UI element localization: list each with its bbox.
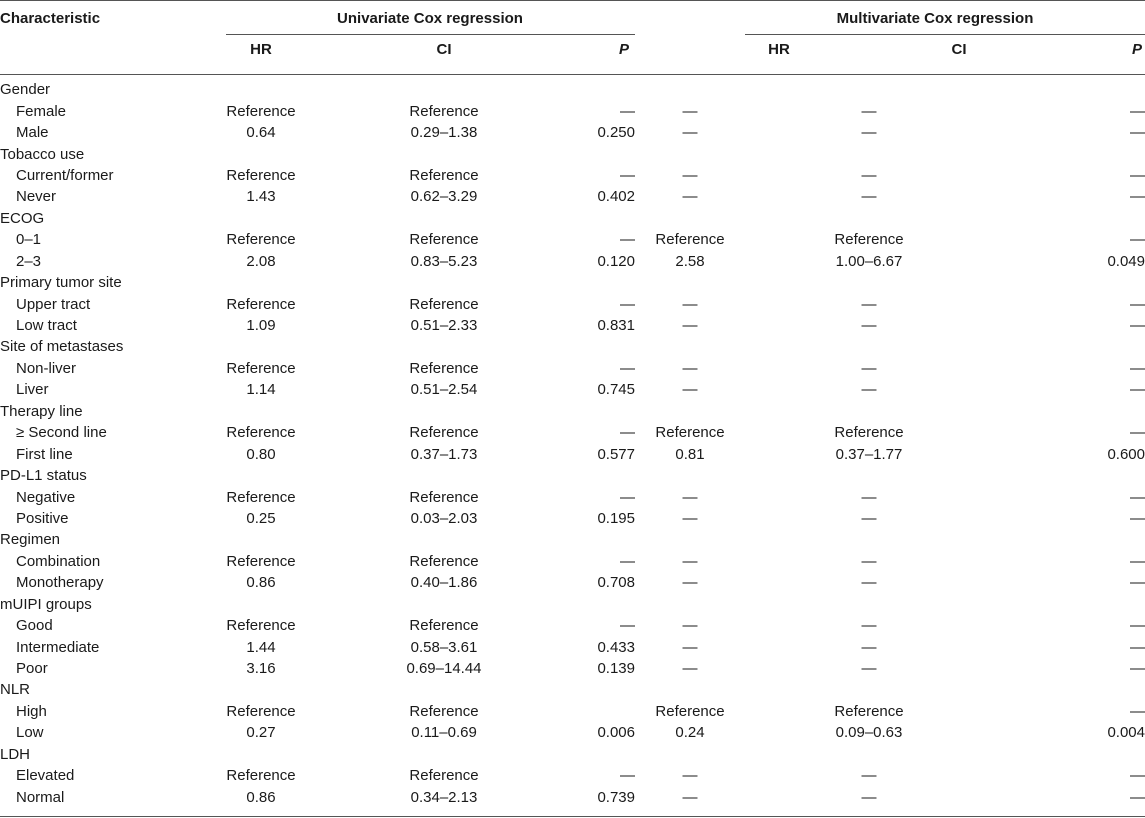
multivariate-hr-cell: Reference [655,231,725,249]
multivariate-hr-cell: Reference [655,424,725,442]
row-label: Intermediate [16,638,100,656]
univariate-hr-cell: Reference [226,359,296,377]
univariate-p-cell: — [620,231,635,249]
univariate-p-cell: — [620,359,635,377]
table-row [0,508,1145,529]
univariate-p-cell [562,594,635,615]
univariate-ci-cell: Reference [409,702,479,720]
multivariate-ci-cell: — [861,617,877,635]
univariate-p-cell: — [620,424,635,442]
multivariate-hr-cell [635,401,745,422]
univariate-hr-cell: 3.16 [246,660,276,678]
multivariate-ci-cell: 1.00–6.67 [835,252,903,270]
multivariate-p-cell: 0.004 [1107,724,1145,742]
multivariate-hr-cell: — [682,188,698,206]
table-row [0,636,1145,657]
multivariate-hr-cell: — [682,295,698,313]
table-top-rule [0,0,1145,1]
row-label: Combination [16,552,101,570]
group-label: ECOG [0,209,45,227]
group-row [0,594,1145,615]
multivariate-ci-cell: — [861,574,877,592]
multivariate-p-cell: 0.600 [1107,445,1145,463]
multivariate-ci-cell: — [861,509,877,527]
univariate-hr-cell: Reference [226,767,296,785]
multivariate-hr-cell: — [682,617,698,635]
row-label: Upper tract [16,295,91,313]
univariate-ci-cell: 0.51–2.54 [410,381,478,399]
univariate-hr-cell: 0.25 [246,509,276,527]
multivariate-p-cell [993,465,1145,486]
row-label: Current/former [16,166,114,184]
univariate-p-cell [562,679,635,700]
row-label: Normal [16,788,65,806]
univariate-hr-cell: 1.14 [246,381,276,399]
univariate-ci-cell: 0.34–2.13 [410,788,478,806]
row-label: 2–3 [16,252,42,270]
univariate-ci-cell: Reference [409,488,479,506]
multivariate-ci-cell: 0.37–1.77 [835,445,903,463]
univariate-p-cell [562,143,635,164]
multivariate-p-cell: — [1130,317,1145,335]
multivariate-p-cell: — [1130,381,1145,399]
table-row [0,379,1145,400]
multivariate-ci-cell: — [861,488,877,506]
multivariate-hr-cell: — [682,788,698,806]
univariate-p-cell [562,336,635,357]
group-row [0,143,1145,164]
row-label: First line [16,445,73,463]
univariate-p-cell: 0.402 [597,188,635,206]
univariate-hr-cell: 0.80 [246,445,276,463]
characteristic-header: Characteristic [0,10,101,27]
multivariate-hr-cell: Reference [655,702,725,720]
group-label: Therapy line [0,402,83,420]
multivariate-hr-cell: — [682,317,698,335]
univariate-hr-cell [196,679,326,700]
univariate-hr-cell: 1.43 [246,188,276,206]
univariate-p-cell [562,465,635,486]
multivariate-p-cell [993,744,1145,765]
row-label: Elevated [16,767,75,785]
multivariate-ci-cell [745,336,993,357]
multivariate-p-cell: — [1130,574,1145,592]
group-row [0,79,1145,100]
group-label: mUIPI groups [0,595,92,613]
multivariate-group-rule [745,34,1145,35]
univariate-p-cell: 0.195 [597,509,635,527]
univariate-hr-cell [196,744,326,765]
row-label: Liver [16,381,49,399]
multivariate-p-cell [993,208,1145,229]
univariate-hr-cell [196,594,326,615]
multivariate-p-cell: — [1130,359,1145,377]
multivariate-p-cell: — [1130,488,1145,506]
multivariate-ci-cell [745,79,993,100]
multivariate-hr-cell: — [682,488,698,506]
univariate-p-cell [562,272,635,293]
multivariate-p-cell: — [1130,231,1145,249]
univariate-ci-cell [326,208,562,229]
row-label: Low [16,724,44,742]
row-label: Non-liver [16,359,77,377]
multivariate-p-cell [993,272,1145,293]
univariate-ci-cell: 0.11–0.69 [411,724,477,742]
multivariate-ci-cell: — [861,124,877,142]
multivariate-ci-cell: — [861,295,877,313]
univariate-hr-cell [196,465,326,486]
multivariate-hr-cell [635,208,745,229]
univariate-hr-cell: 0.86 [246,788,276,806]
univariate-p-cell: 0.831 [597,317,635,335]
univariate-ci-cell [326,79,562,100]
univariate-p-cell: 0.433 [597,638,635,656]
univariate-hr-cell: Reference [226,552,296,570]
group-row [0,401,1145,422]
multivariate-ci-cell [745,208,993,229]
table-row [0,765,1145,786]
multivariate-ci-cell: — [861,788,877,806]
multivariate-header: Multivariate Cox regression [836,10,1034,27]
multivariate-ci-header: CI [951,41,967,58]
multivariate-ci-cell [745,143,993,164]
univariate-hr-cell: Reference [226,102,296,120]
univariate-ci-cell: Reference [409,617,479,635]
group-row [0,465,1145,486]
multivariate-p-cell: — [1130,552,1145,570]
univariate-hr-cell: 0.64 [246,124,276,142]
multivariate-ci-cell: — [861,660,877,678]
group-row [0,272,1145,293]
univariate-p-cell: 0.577 [597,445,635,463]
multivariate-hr-cell: — [682,660,698,678]
multivariate-hr-cell [635,529,745,550]
multivariate-hr-cell [635,79,745,100]
univariate-p-cell: 0.139 [597,660,635,678]
multivariate-hr-cell [635,465,745,486]
multivariate-p-cell: — [1130,124,1145,142]
univariate-ci-cell: 0.83–5.23 [410,252,478,270]
univariate-ci-cell: Reference [409,424,479,442]
univariate-p-cell: — [620,488,635,506]
univariate-hr-cell: 2.08 [246,252,276,270]
multivariate-ci-cell: — [861,552,877,570]
univariate-p-cell [562,401,635,422]
multivariate-ci-cell [745,465,993,486]
table-row [0,315,1145,336]
univariate-group-rule [226,34,635,35]
univariate-ci-cell [326,143,562,164]
univariate-ci-cell [326,679,562,700]
univariate-hr-cell [196,272,326,293]
multivariate-ci-cell: — [861,102,877,120]
table-row [0,251,1145,272]
table-row [0,100,1145,121]
table-row [0,165,1145,186]
table-row [0,722,1145,743]
row-label: Good [16,617,53,635]
multivariate-hr-cell: 0.24 [675,724,705,742]
univariate-ci-cell: Reference [409,102,479,120]
multivariate-p-cell: — [1130,424,1145,442]
univariate-header: Univariate Cox regression [337,10,523,27]
multivariate-p-cell [993,594,1145,615]
multivariate-p-header: P [1131,41,1142,58]
multivariate-hr-cell: 0.81 [675,445,705,463]
multivariate-hr-cell [635,744,745,765]
univariate-ci-cell: 0.51–2.33 [410,317,478,335]
group-label: Tobacco use [0,145,85,163]
univariate-ci-cell [326,272,562,293]
table-row [0,358,1145,379]
multivariate-hr-cell: — [682,509,698,527]
multivariate-hr-cell: — [682,552,698,570]
multivariate-ci-cell: — [861,188,877,206]
univariate-hr-cell: Reference [226,424,296,442]
table-row [0,658,1145,679]
univariate-ci-cell: Reference [409,552,479,570]
univariate-hr-cell: 1.09 [246,317,276,335]
univariate-ci-cell: Reference [409,166,479,184]
multivariate-ci-cell: Reference [834,702,904,720]
multivariate-p-cell: — [1130,788,1145,806]
multivariate-hr-cell: — [682,574,698,592]
multivariate-p-cell: 0.049 [1107,252,1145,270]
univariate-hr-cell: Reference [226,295,296,313]
row-label: Negative [16,488,76,506]
univariate-p-cell: 0.739 [597,788,635,806]
univariate-hr-cell: Reference [226,166,296,184]
group-row [0,744,1145,765]
row-label: Female [16,102,67,120]
univariate-hr-cell: Reference [226,488,296,506]
univariate-hr-cell: 1.44 [246,638,276,656]
univariate-p-cell: — [620,102,635,120]
multivariate-hr-cell [635,679,745,700]
multivariate-p-cell [993,79,1145,100]
row-label: Poor [16,660,48,678]
row-label: Male [16,124,49,142]
table-row [0,122,1145,143]
multivariate-p-cell [993,336,1145,357]
multivariate-p-cell: — [1130,702,1145,720]
multivariate-hr-cell: 2.58 [675,252,705,270]
multivariate-ci-cell: 0.09–0.63 [835,724,903,742]
multivariate-p-cell: — [1130,767,1145,785]
table-row [0,551,1145,572]
univariate-p-cell [562,529,635,550]
table-row [0,701,1145,722]
multivariate-p-cell: — [1130,509,1145,527]
group-label: Gender [0,81,51,99]
group-row [0,529,1145,550]
univariate-ci-cell [326,336,562,357]
univariate-hr-cell [196,143,326,164]
univariate-p-cell: 0.120 [597,252,635,270]
multivariate-ci-cell [745,529,993,550]
row-label: 0–1 [16,231,42,249]
univariate-hr-cell: 0.27 [246,724,276,742]
univariate-ci-cell: 0.03–2.03 [410,509,478,527]
multivariate-hr-cell: — [682,767,698,785]
multivariate-ci-cell: — [861,638,877,656]
multivariate-ci-cell [745,744,993,765]
multivariate-p-cell [993,529,1145,550]
univariate-p-header: P [618,41,629,58]
group-label: LDH [0,745,31,763]
multivariate-p-cell: — [1130,295,1145,313]
multivariate-p-cell [993,679,1145,700]
multivariate-ci-cell: — [861,317,877,335]
univariate-p-cell: — [620,295,635,313]
multivariate-ci-cell: — [861,359,877,377]
row-label: ≥ Second line [16,424,107,442]
multivariate-p-cell: — [1130,660,1145,678]
multivariate-ci-cell [745,272,993,293]
univariate-ci-cell: Reference [409,231,479,249]
univariate-ci-cell [326,594,562,615]
univariate-p-cell: 0.708 [597,574,635,592]
multivariate-ci-cell: — [861,767,877,785]
row-label: Monotherapy [16,574,104,592]
univariate-p-cell: 0.250 [597,124,635,142]
multivariate-hr-cell [635,272,745,293]
multivariate-hr-cell: — [682,359,698,377]
univariate-hr-cell: 0.86 [246,574,276,592]
table-row [0,786,1145,807]
univariate-p-cell: — [620,767,635,785]
univariate-ci-cell: 0.62–3.29 [410,188,478,206]
univariate-ci-cell: 0.29–1.38 [410,124,478,142]
univariate-ci-cell: Reference [409,359,479,377]
univariate-hr-cell [196,401,326,422]
multivariate-p-cell: — [1130,638,1145,656]
group-row [0,679,1145,700]
multivariate-hr-cell: — [682,102,698,120]
univariate-p-cell [562,701,635,722]
table-bottom-rule [0,816,1145,817]
table-row [0,186,1145,207]
univariate-ci-cell [326,744,562,765]
multivariate-hr-cell [635,336,745,357]
univariate-hr-cell: Reference [226,617,296,635]
univariate-ci-cell: 0.69–14.44 [406,660,482,678]
row-label: Positive [16,509,69,527]
univariate-ci-cell: 0.37–1.73 [410,445,478,463]
univariate-hr-header: HR [250,41,272,58]
univariate-p-cell: — [620,617,635,635]
header-bottom-rule [0,74,1145,75]
multivariate-ci-cell [745,679,993,700]
group-label: Primary tumor site [0,274,122,292]
univariate-hr-cell [196,529,326,550]
univariate-ci-header: CI [436,41,452,58]
data-table [0,79,1145,808]
multivariate-hr-cell: — [682,638,698,656]
multivariate-p-cell: — [1130,166,1145,184]
univariate-p-cell [562,744,635,765]
univariate-p-cell: — [620,166,635,184]
univariate-p-cell: — [620,552,635,570]
univariate-hr-cell [196,79,326,100]
univariate-ci-cell [326,529,562,550]
univariate-p-cell: 0.006 [597,724,635,742]
table-row [0,615,1145,636]
table-row [0,293,1145,314]
group-label: Site of metastases [0,338,124,356]
multivariate-ci-cell [745,594,993,615]
group-row [0,208,1145,229]
multivariate-p-cell [993,401,1145,422]
multivariate-ci-cell: — [861,381,877,399]
table-row [0,229,1145,250]
univariate-hr-cell [196,208,326,229]
multivariate-hr-cell: — [682,166,698,184]
multivariate-hr-cell: — [682,124,698,142]
multivariate-p-cell: — [1130,102,1145,120]
multivariate-hr-cell [635,143,745,164]
multivariate-p-cell [993,143,1145,164]
row-label: High [16,702,47,720]
univariate-p-cell: 0.745 [597,381,635,399]
multivariate-ci-cell: Reference [834,424,904,442]
univariate-ci-cell: Reference [409,295,479,313]
table-row [0,422,1145,443]
multivariate-p-cell: — [1130,188,1145,206]
univariate-ci-cell: Reference [409,767,479,785]
table-row [0,572,1145,593]
group-label: PD-L1 status [0,467,87,485]
univariate-ci-cell [326,465,562,486]
univariate-ci-cell [326,401,562,422]
univariate-p-cell [562,79,635,100]
univariate-hr-cell [196,336,326,357]
multivariate-p-cell: — [1130,617,1145,635]
univariate-ci-cell: 0.40–1.86 [410,574,478,592]
multivariate-hr-cell: — [682,381,698,399]
group-label: NLR [0,681,31,699]
table-row [0,486,1145,507]
univariate-p-cell [562,208,635,229]
group-label: Regimen [0,531,61,549]
multivariate-hr-cell [635,594,745,615]
multivariate-ci-cell: Reference [834,231,904,249]
row-label: Never [16,188,57,206]
multivariate-ci-cell: — [861,166,877,184]
multivariate-hr-header: HR [768,41,790,58]
univariate-ci-cell: 0.58–3.61 [410,638,478,656]
group-row [0,336,1145,357]
univariate-hr-cell: Reference [226,702,296,720]
multivariate-ci-cell [745,401,993,422]
table-row [0,443,1145,464]
row-label: Low tract [16,317,77,335]
univariate-hr-cell: Reference [226,231,296,249]
